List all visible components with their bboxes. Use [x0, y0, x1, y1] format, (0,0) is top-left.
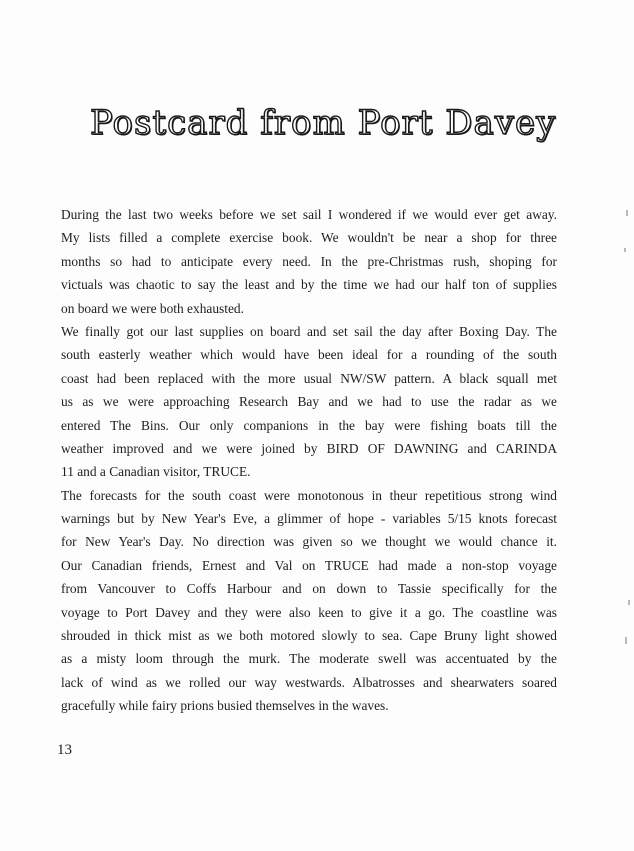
scan-mark — [628, 600, 630, 605]
text-line: warnings but by New Year's Eve, a glimmer of hope - variables 5/15 knots forecast — [61, 511, 557, 527]
text-line: us as we were approaching Research Bay and we had to use the radar as we — [61, 394, 557, 410]
text-line: for New Year's Day. No direction was given so we thought we would chance it. — [61, 534, 557, 550]
text-line: We finally got our last supplies on board and set sail the day after Boxing Day. The — [61, 323, 557, 339]
text-line: During the last two weeks before we set sail I wondered if we would ever get away. — [61, 207, 557, 222]
text-line: shrouded in thick mist as we both motored slowly to sea. Cape Bruny light showed — [61, 628, 557, 644]
text-line: as a misty loom through the murk. The moderate swell was accentuated by the — [61, 651, 557, 667]
text-line: weather improved and we were joined by BIRD OF DAWNING and CARINDA — [61, 440, 557, 456]
body-text — [61, 203, 557, 718]
paragraph-2 — [61, 320, 557, 484]
text-line: entered The Bins. Our only companions in the bay were fishing boats till the — [61, 417, 557, 433]
paragraph-1 — [61, 203, 557, 320]
scan-mark — [625, 637, 627, 644]
text-line: gracefully while fairy prions busied themselves in the waves. — [61, 698, 389, 714]
text-line: Our Canadian friends, Ernest and Val on TRUCE had made a non-stop voyage — [61, 557, 557, 573]
scan-mark — [626, 210, 628, 216]
paragraph-3 — [61, 484, 557, 718]
text-line: victuals was chaotic to say the least and by the time we had our half ton of supplies — [61, 277, 557, 293]
text-line: voyage to Port Davey and they were also keen to give it a go. The coastline was — [61, 604, 557, 620]
text-line: 11 and a Canadian visitor, TRUCE. — [61, 464, 251, 480]
text-line: south easterly weather which would have been ideal for a rounding of the south — [61, 347, 557, 363]
text-line: from Vancouver to Coffs Harbour and on down to Tassie specifically for the — [61, 581, 557, 597]
text-line: The forecasts for the south coast were monotonous in theur repetitious strong wind — [61, 487, 557, 503]
text-line: coast had been replaced with the more usual NW/SW pattern. A black squall met — [61, 370, 557, 386]
scan-mark — [624, 248, 626, 252]
text-line: on board we were both exhausted. — [61, 300, 244, 316]
page-number: 13 — [57, 742, 72, 758]
text-line: lack of wind as we rolled our way westwards. Albatrosses and shearwaters soared — [61, 674, 557, 690]
text-line: months so had to anticipate every need. In the pre-Christmas rush, shoping for — [61, 253, 557, 269]
page-title: Postcard from Port Davey — [90, 103, 557, 143]
text-line: My lists filled a complete exercise book. We wouldn't be near a shop for three — [61, 230, 557, 246]
